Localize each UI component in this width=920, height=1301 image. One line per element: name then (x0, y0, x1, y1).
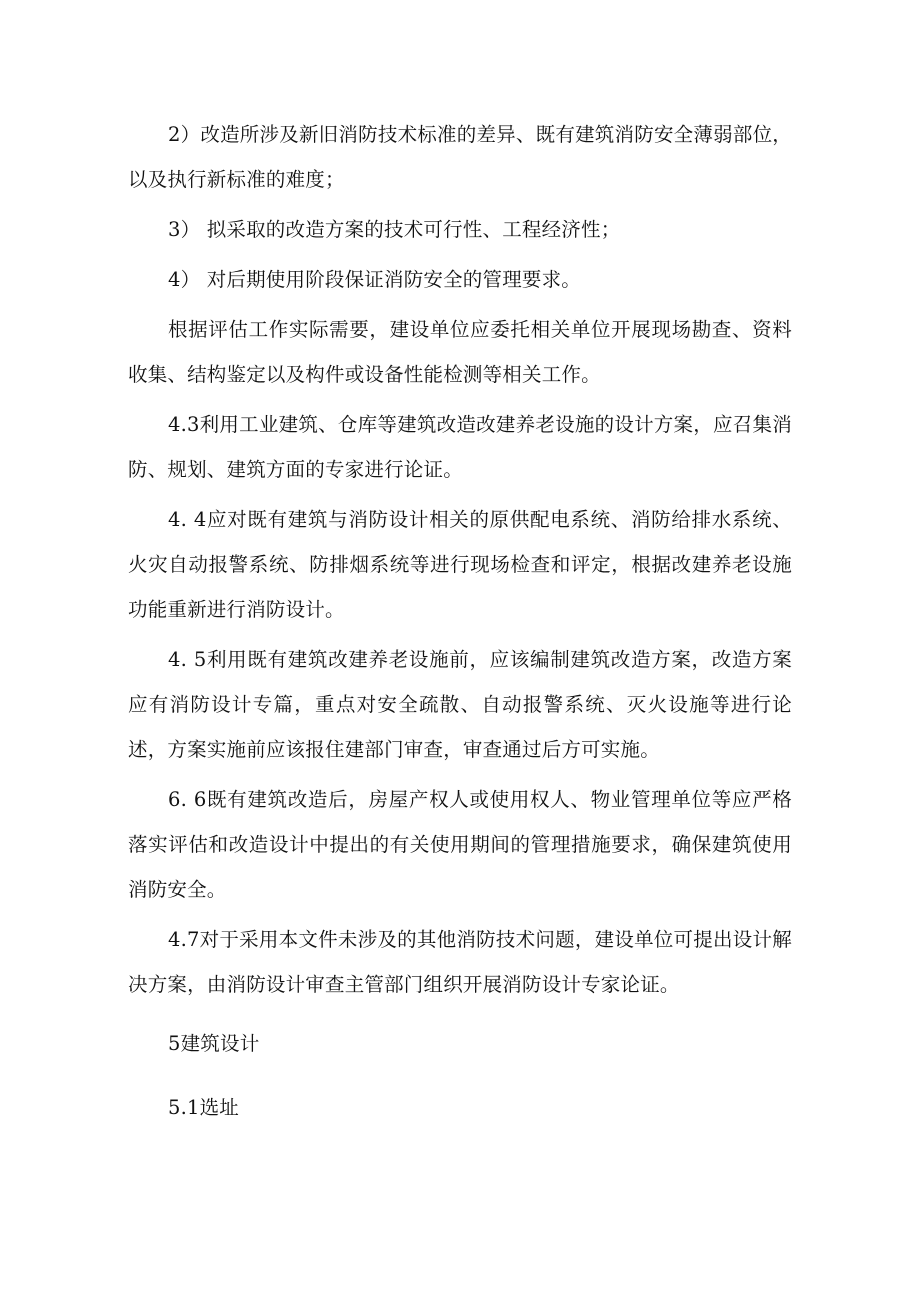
paragraph-item-4: 4） 对后期使用阶段保证消防安全的管理要求。 (168, 268, 582, 291)
paragraph-4-3: 4.3利用工业建筑、仓库等建筑改造改建养老设施的设计方案，应召集消防、规划、建筑方面的专家进行论证。 (128, 413, 792, 481)
paragraph-4-4: 4. 4应对既有建筑与消防设计相关的原供配电系统、消防给排水系统、火灾自动报警系统、防排烟系统等进行现场检查和评定，根据改建养老设施功能重新进行消防设计。 (128, 508, 792, 621)
section-heading-5-1: 5.1选址 (168, 1096, 240, 1119)
paragraph-6-6: 6. 6既有建筑改造后，房屋产权人或使用权人、物业管理单位等应严格落实评估和改造设计中提出的有关使用期间的管理措施要求，确保建筑使用消防安全。 (128, 788, 792, 901)
paragraph-4-5: 4. 5利用既有建筑改建养老设施前，应该编制建筑改造方案，改造方案应有消防设计专篇，重点对安全疏散、自动报警系统、灭火设施等进行论述，方案实施前应该报住建部门审查，审查通过后方可实施。 (128, 648, 792, 761)
document-body (128, 112, 792, 1130)
paragraph-item-3: 3） 拟采取的改造方案的技术可行性、工程经济性； (168, 218, 621, 241)
paragraph-4-7: 4.7对于采用本文件未涉及的其他消防技术问题，建设单位可提出设计解决方案，由消防设计审查主管部门组织开展消防设计专家论证。 (128, 928, 792, 996)
paragraph-item-2: 2）改造所涉及新旧消防技术标准的差异、既有建筑消防安全薄弱部位，以及执行新标准的难度； (128, 123, 792, 191)
section-heading-5: 5建筑设计 (168, 1032, 260, 1055)
paragraph-evaluation-work: 根据评估工作实际需要，建设单位应委托相关单位开展现场勘查、资料收集、结构鉴定以及构件或设备性能检测等相关工作。 (128, 318, 792, 386)
